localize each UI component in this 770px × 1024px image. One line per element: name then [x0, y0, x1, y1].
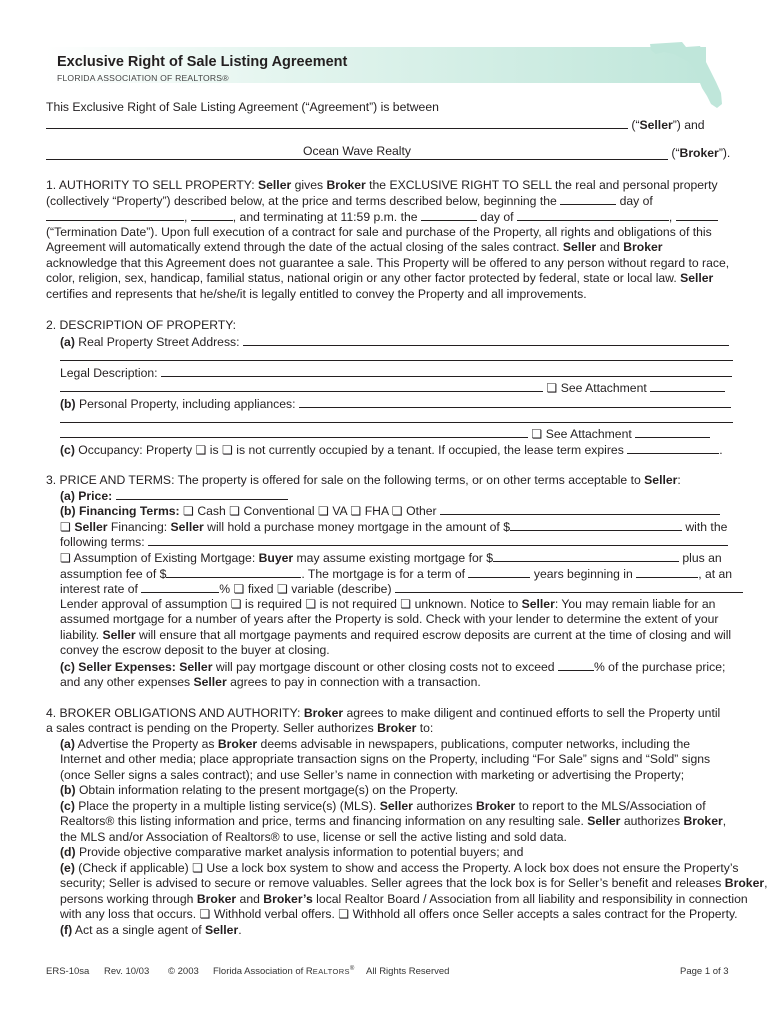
- attachment-field-1[interactable]: [650, 380, 725, 392]
- s3-other-expenses-line: and any other expenses Seller agrees to pay in connection with a transaction.: [60, 675, 481, 689]
- s3-financing-line: (b) Financing Terms: ❏ Cash ❏ Conventional ❏ VA ❏ FHA ❏ Other: [60, 503, 750, 519]
- s3-convey-line: convey the escrow deposit to the buyer at closing.: [60, 643, 330, 657]
- s4-d-line: (d) Provide objective comparative market analysis information to potential buyers; and: [60, 845, 524, 859]
- s2-personal-line-2: [60, 411, 750, 427]
- occupancy-checkboxes[interactable]: Occupancy: Property ❏ is ❏ is not currently occupied by a tenant. If occupied, the lease term expires: [78, 443, 624, 457]
- footer-revision: Rev. 10/03: [104, 966, 150, 977]
- seller-financing-checkbox[interactable]: ❏: [60, 520, 71, 534]
- rate-description-field[interactable]: [395, 581, 743, 593]
- s1-line-3: , , and terminating at 11:59 p.m. the day of ,: [46, 209, 736, 225]
- broker-name: Ocean Wave Realty: [303, 144, 411, 158]
- s4-a-line: (a) Advertise the Property as Broker deems advisable in newspapers, publications, computer networks, including the: [60, 737, 691, 751]
- s4-e-line-3: persons working through Broker and Broker’s local Realtor Board / Association from all liability and responsibility in connection: [60, 892, 748, 906]
- mortgage-term-field[interactable]: [468, 566, 530, 578]
- s2-personal-line-3: [60, 426, 750, 442]
- footer-form-number: ERS-10sa: [46, 966, 90, 977]
- s4-e-line: (e) (Check if applicable) ❏ Use a lock box system to show and access the Property. A lock box does not ensure the Property’s: [60, 861, 739, 875]
- assumption-checkbox[interactable]: ❏: [60, 551, 71, 565]
- page-title: Exclusive Right of Sale Listing Agreement: [57, 54, 348, 70]
- s2-street-line-2: [60, 349, 750, 365]
- page-subtitle: FLORIDA ASSOCIATION OF REALTORS®: [57, 73, 229, 83]
- s1-line-5: Agreement will automatically extend through the date of the actual closing of the sales contract. Seller and Broker: [46, 240, 663, 254]
- intro-line-1: This Exclusive Right of Sale Listing Agreement (“Agreement”) is between: [46, 100, 439, 114]
- s2-street-line: (a) Real Property Street Address:: [60, 334, 750, 350]
- s1-line-4: (“Termination Date”). Upon full execution of a contract for sale and purchase of the Property, all rights and obligations of this: [46, 225, 712, 239]
- s3-assumed-line: assumed mortgage for a number of years after the Property is sold. Check with your lender to determine the extent of your: [60, 612, 719, 626]
- s3-assumption-line: ❏ Assumption of Existing Mortgage: Buyer may assume existing mortgage for $ plus an: [60, 551, 722, 565]
- s4-c-line: (c) Place the property in a multiple listing service(s) (MLS). Seller authorizes Broker to report to the MLS/Association of: [60, 799, 706, 813]
- following-terms-field[interactable]: [148, 534, 728, 546]
- s4-b-line: (b) Obtain information relating to the present mortgage(s) on the Property.: [60, 783, 459, 797]
- section-4-heading: 4. BROKER OBLIGATIONS AND AUTHORITY:: [46, 706, 301, 720]
- s3-rate-line: interest rate of % ❏ fixed ❏ variable (describe): [60, 581, 750, 597]
- section-1-heading: 1. AUTHORITY TO SELL PROPERTY:: [46, 178, 255, 192]
- footer-association: Florida Association of REALTORS®: [213, 966, 355, 978]
- attachment-field-2[interactable]: [635, 426, 710, 438]
- personal-property-field-3[interactable]: [60, 426, 528, 438]
- purchase-mortgage-amount-field[interactable]: [510, 519, 682, 531]
- intro-broker-line: Ocean Wave Realty (“Broker”).: [46, 146, 736, 161]
- footer-rights: All Rights Reserved: [366, 966, 450, 977]
- s2-occupancy-line: (c) Occupancy: Property ❏ is ❏ is not currently occupied by a tenant. If occupied, the lease term expires .: [60, 443, 723, 457]
- s4-c-line-3: the MLS and/or Association of Realtors® to use, license or sell the active listing and sold data.: [60, 830, 567, 844]
- price-field[interactable]: [116, 488, 288, 500]
- begin-month-field[interactable]: [46, 209, 184, 221]
- s3-following-line: following terms:: [60, 534, 750, 550]
- financing-other-field[interactable]: [440, 503, 720, 515]
- broker-name-field[interactable]: [46, 144, 668, 160]
- s3-seller-financing-line: ❏ Seller Financing: Seller will hold a purchase money mortgage in the amount of $ with the: [60, 520, 728, 534]
- assumption-fee-field[interactable]: [166, 566, 301, 578]
- s4-line-2: a sales contract is pending on the Property. Seller authorizes Broker to:: [46, 721, 434, 735]
- begin-year-field[interactable]: [191, 209, 233, 221]
- seller-name-field[interactable]: [46, 117, 628, 129]
- lock-box-checkbox[interactable]: (Check if applicable) ❏ Use a lock box system to show and access the Property. A lock box does not ensure the Property’s: [78, 861, 739, 875]
- s4-e-line-4[interactable]: with any loss that occurs. ❏ Withhold verbal offers. ❏ Withhold all offers once Seller accepts a sales contract for the Property.: [60, 907, 738, 921]
- street-address-field-2[interactable]: [60, 349, 733, 361]
- rate-type-checkboxes[interactable]: % ❏ fixed ❏ variable (describe): [219, 582, 392, 596]
- s2-legal-line: Legal Description:: [60, 365, 750, 381]
- legal-description-field-2[interactable]: [60, 380, 543, 392]
- term-beginning-field[interactable]: [636, 566, 698, 578]
- s3-price-line: (a) Price:: [60, 488, 750, 504]
- term-month-field[interactable]: [517, 209, 669, 221]
- footer-page-number: Page 1 of 3: [680, 966, 729, 977]
- s1-line-1: 1. AUTHORITY TO SELL PROPERTY: Seller gives Broker the EXCLUSIVE RIGHT TO SELL the real and personal property: [46, 178, 718, 192]
- s3-fee-line: assumption fee of $ . The mortgage is for a term of years beginning in , at an: [60, 567, 733, 581]
- s2-personal-line: (b) Personal Property, including appliances:: [60, 396, 750, 412]
- financing-checkboxes[interactable]: ❏ Cash ❏ Conventional ❏ VA ❏ FHA ❏ Other: [183, 504, 437, 518]
- interest-rate-field[interactable]: [141, 581, 219, 593]
- s4-e-line-2: security; Seller is advised to secure or remove valuables. Seller agrees that the lock box is for Seller’s benefit and releases Broker,: [60, 876, 768, 890]
- s3-heading-line: 3. PRICE AND TERMS: The property is offered for sale on the following terms, or on other terms acceptable to Seller:: [46, 473, 681, 487]
- lease-expires-field[interactable]: [627, 442, 719, 454]
- section-2-heading: 2. DESCRIPTION OF PROPERTY:: [46, 318, 237, 332]
- legal-description-field[interactable]: [161, 365, 732, 377]
- street-address-field[interactable]: [243, 334, 729, 346]
- lender-approval-checkboxes[interactable]: Lender approval of assumption ❏ is required ❏ is not required ❏ unknown. Notice to: [60, 597, 519, 611]
- closing-cost-percent-field[interactable]: [558, 659, 594, 671]
- section-3-heading: 3. PRICE AND TERMS:: [46, 473, 175, 487]
- personal-property-field[interactable]: [299, 396, 731, 408]
- s4-a-line-3: (once Seller signs a sales contract); and use Seller’s name in connection with marketing or advertising the Property;: [60, 768, 685, 782]
- begin-day-field[interactable]: [560, 193, 616, 205]
- s2-legal-line-2: [60, 380, 750, 396]
- term-year-field[interactable]: [676, 209, 718, 221]
- footer-copyright: © 2003: [168, 966, 199, 977]
- s1-line-6: acknowledge that this Agreement does not guarantee a sale. This Property will be offered to any person without regard to race,: [46, 256, 730, 270]
- s3-lender-line: Lender approval of assumption ❏ is required ❏ is not required ❏ unknown. Notice to Seller: You may remain liable for an: [60, 597, 716, 611]
- see-attachment-checkbox-2[interactable]: ❏ See Attachment: [531, 427, 632, 441]
- s4-f-line: (f) Act as a single agent of Seller.: [60, 923, 242, 937]
- s1-line-8: certifies and represents that he/she/it is legally entitled to convey the Property and all improvements.: [46, 287, 587, 301]
- existing-mortgage-field[interactable]: [493, 550, 679, 562]
- s4-a-line-2: Internet and other media; place appropriate transaction signs on the Property, including “For Sale” signs and “Sold” signs: [60, 752, 711, 766]
- s3-expenses-line: (c) Seller Expenses: Seller will pay mortgage discount or other closing costs not to exceed % of the purchase price;: [60, 660, 726, 674]
- term-day-field[interactable]: [421, 209, 477, 221]
- s4-c-line-2: Realtors® this listing information and price, terms and financing information on any resulting sale. Seller authorizes Broker,: [60, 814, 727, 828]
- s1-line-7: color, religion, sex, handicap, familial status, national origin or any other factor protected by federal, state or local law. Seller: [46, 271, 714, 285]
- s3-liability-line: liability. Seller will ensure that all mortgage payments and required escrow deposits are current at the time of closing and will: [60, 628, 732, 642]
- intro-seller-line: (“Seller”) and: [46, 117, 736, 133]
- personal-property-field-2[interactable]: [60, 411, 733, 423]
- s1-line-2: (collectively “Property”) described below, at the price and terms described below, beginning the day of: [46, 194, 653, 208]
- s4-heading-line: 4. BROKER OBLIGATIONS AND AUTHORITY: Broker agrees to make diligent and continued efforts to sell the Property until: [46, 706, 721, 720]
- see-attachment-checkbox-1[interactable]: ❏ See Attachment: [546, 381, 647, 395]
